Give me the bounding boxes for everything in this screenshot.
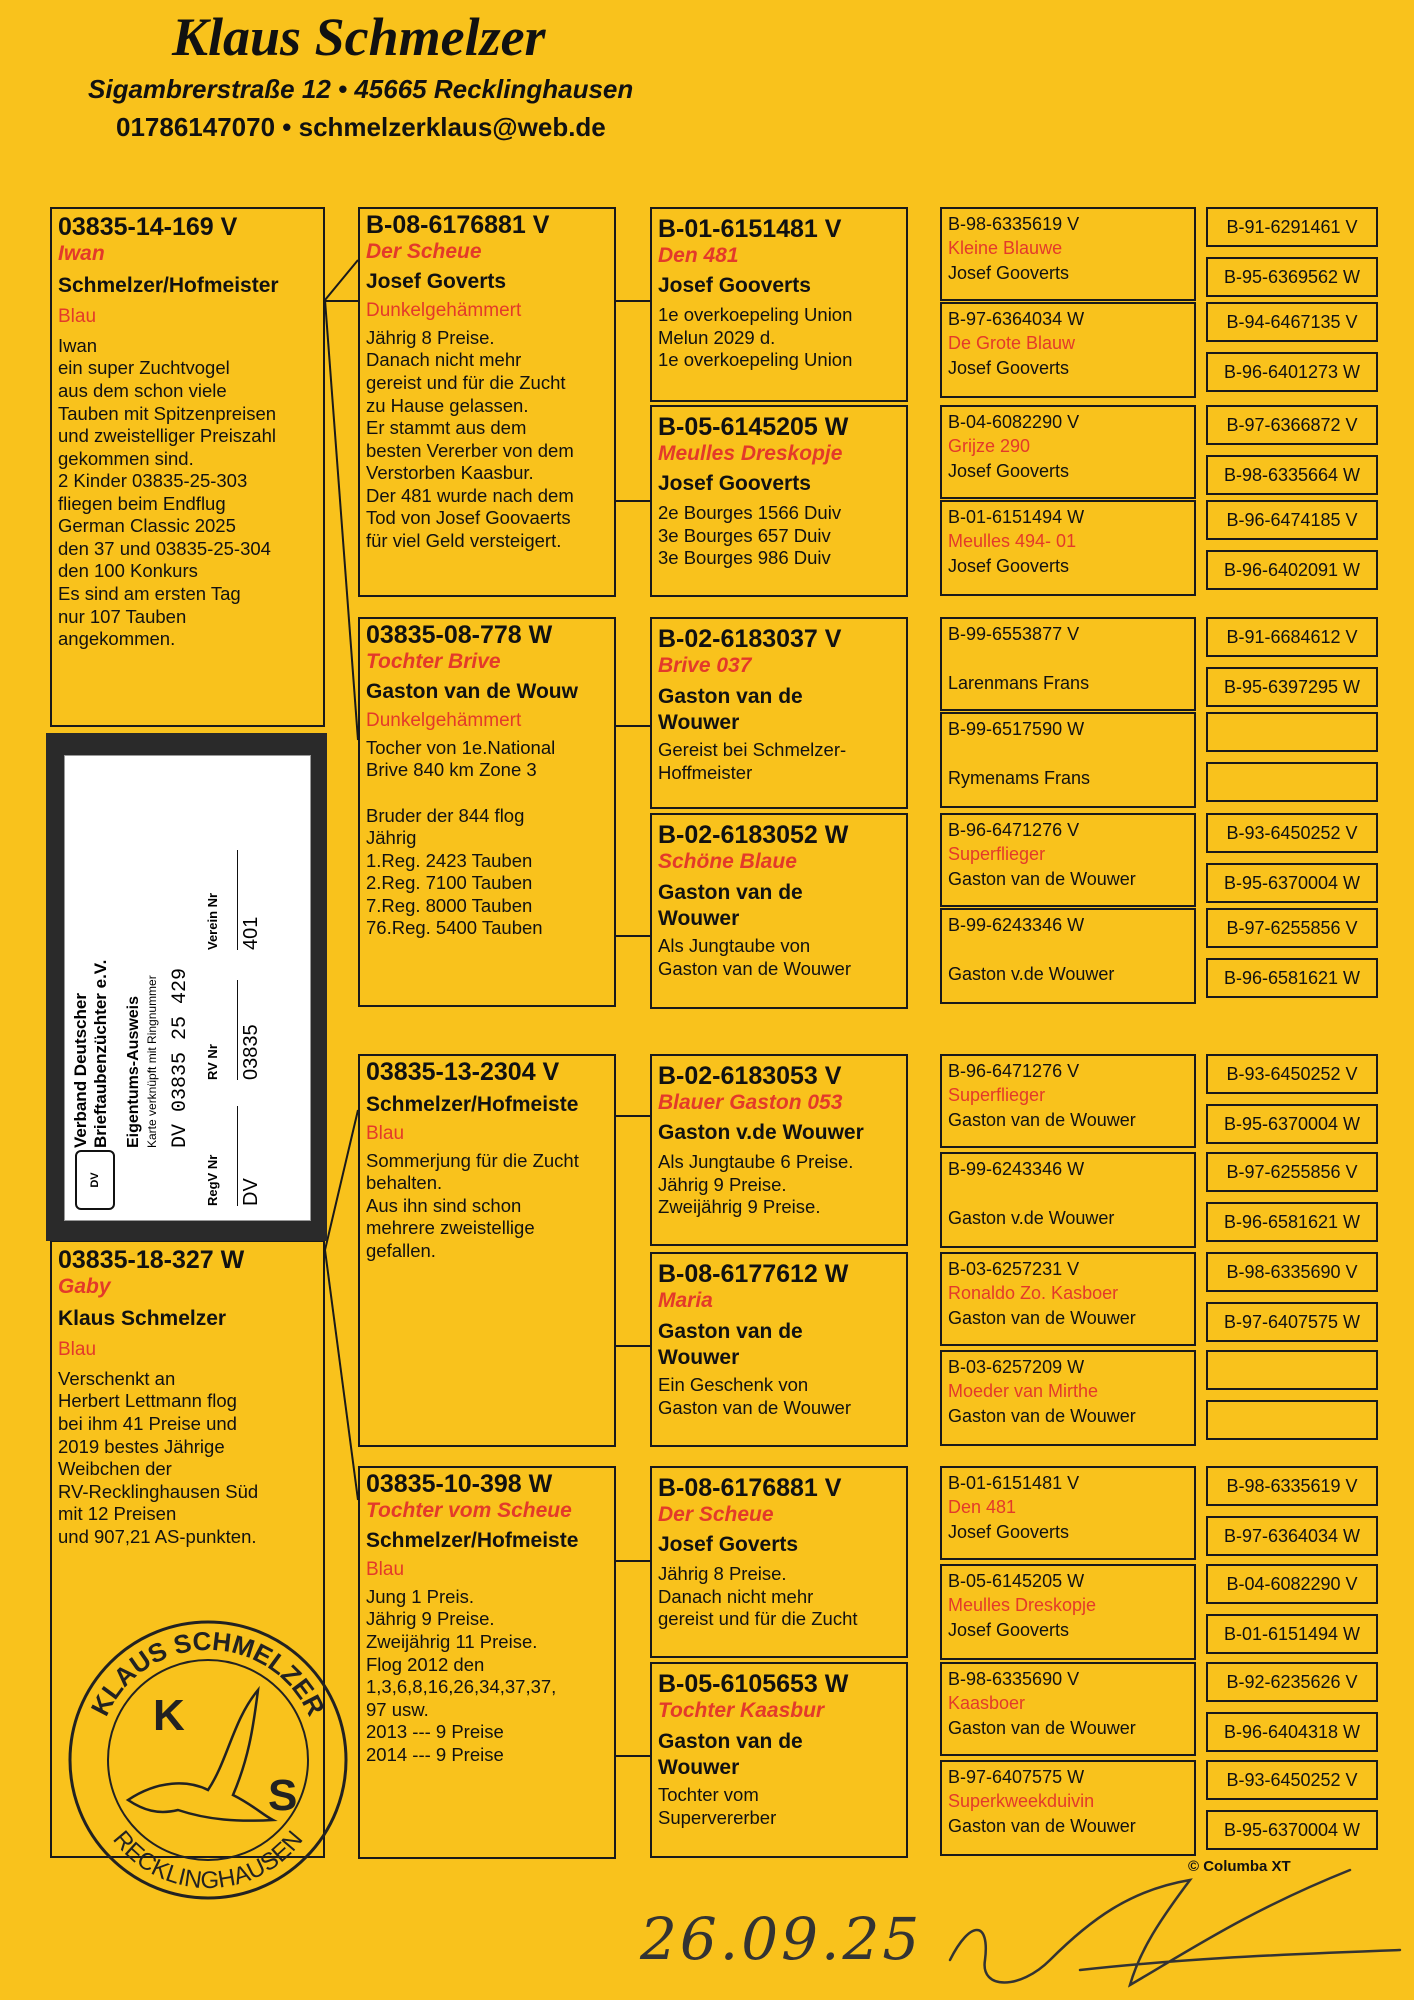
pigeon-name: De Grote Blauw — [948, 333, 1076, 353]
generation-four-box: B-98-6335664 W — [1206, 455, 1378, 495]
description: Verschenkt an Herbert Lettmann flog bei ihm 41 Preise und 2019 bestes Jährige Weibchen der RV-Recklinghausen Süd mit 12 Preisen und 907,21 AS-punkten. — [58, 1367, 259, 1547]
breeder: Gaston v.de Wouwer — [948, 964, 1115, 984]
pigeon-name: Gaby — [58, 1274, 111, 1298]
pigeon-name: Meulles Dreskopje — [658, 441, 843, 465]
ring-number: B-98-6335619 V — [948, 214, 1080, 234]
breeder: Rymenams Frans — [948, 768, 1091, 788]
breeder: Josef Gooverts — [948, 1620, 1070, 1640]
ring-number: 03835-10-398 W — [366, 1470, 553, 1498]
ring-number: B-97-6407575 W — [948, 1767, 1085, 1787]
ring-number: B-01-6151494 W — [948, 507, 1085, 527]
generation-four-box: B-96-6581621 W — [1206, 958, 1378, 998]
breeder: Gaston van de Wouwer — [658, 1319, 803, 1369]
org-line-1: Verband Deutscher — [71, 993, 90, 1148]
id-card-ring-number: DV 03835 25 429 — [169, 967, 192, 1148]
generation-four-box: B-97-6255856 V — [1206, 908, 1378, 948]
breeder: Gaston van de Wouwer — [658, 684, 803, 734]
ring-number: 03835-18-327 W — [58, 1246, 245, 1274]
stamp-letter-left: K — [153, 1691, 185, 1740]
ring-number: B-08-6177612 W — [658, 1260, 849, 1288]
ring-number: 03835-14-169 V — [58, 213, 238, 241]
breeder: Josef Goverts — [366, 269, 507, 293]
generation-four-box: B-98-6335619 V — [1206, 1466, 1378, 1506]
ring-number: 03835-08-778 W — [366, 621, 553, 649]
pigeon-name: Maria — [658, 1288, 713, 1312]
ring-number: B-03-6257209 W — [948, 1357, 1085, 1377]
stamp-graphic — [58, 1610, 358, 1910]
org-line-2: Brieftaubenzüchter e.V. — [91, 959, 110, 1148]
description: Jung 1 Preis. Jährig 9 Preise. Zweijährig 11 Preise. Flog 2012 den 1,3,6,8,16,26,34,37,37, 97 usw. 2013 --- 9 Preise 2014 --- 9 Preise — [366, 1585, 557, 1765]
pigeon-name: Meulles Dreskopje — [948, 1595, 1097, 1615]
breeder: Schmelzer/Hofmeister — [58, 273, 279, 297]
breeder: Gaston van de Wouwer — [948, 1406, 1136, 1426]
description: Als Jungtaube 6 Preise. Jährig 9 Preise. Zweijährig 9 Preise. — [658, 1151, 854, 1218]
pigeon-name: Kaasboer — [948, 1693, 1026, 1713]
handwritten-date: 26.09.25 — [640, 1905, 923, 1973]
rv-label: RV Nr — [205, 1044, 220, 1080]
pigeon-name: Superflieger — [948, 844, 1046, 864]
generation-four-box: B-93-6450252 V — [1206, 813, 1378, 853]
generation-four-box: B-96-6474185 V — [1206, 500, 1378, 540]
breeder-address: Sigambrerstraße 12 • 45665 Recklinghausen — [88, 74, 634, 104]
stamp-bottom-text: RECKLINGHAUSEN — [107, 1825, 309, 1895]
color: Blau — [366, 1559, 405, 1581]
color: Blau — [58, 306, 97, 328]
color: Dunkelgehämmert — [366, 300, 522, 322]
pigeon-name: Den 481 — [658, 243, 739, 267]
ring-number: B-05-6145205 W — [948, 1571, 1085, 1591]
generation-four-box: B-01-6151494 W — [1206, 1614, 1378, 1654]
generation-four-box: B-95-6369562 W — [1206, 257, 1378, 297]
generation-four-box: B-96-6401273 W — [1206, 352, 1378, 392]
verein-value: 401 — [237, 850, 263, 950]
description: Jährig 8 Preise. Danach nicht mehr gereist und für die Zucht zu Hause gelassen. Er stammt aus dem besten Vererber von dem Verstorben Kaasbur. Der 481 wurde nach dem Tod von Josef Goovaerts für viel Geld versteigert. — [366, 326, 574, 551]
pigeon-name: Superflieger — [948, 1085, 1046, 1105]
pigeon-name: Tochter Brive — [366, 649, 501, 673]
pigeon-name: Der Scheue — [366, 239, 482, 263]
generation-four-box: B-97-6407575 W — [1206, 1302, 1378, 1342]
ring-number: B-05-6105653 W — [658, 1670, 849, 1698]
ring-number: B-96-6471276 V — [948, 1061, 1080, 1081]
ring-number: B-05-6145205 W — [658, 413, 849, 441]
breeder-stamp — [58, 1610, 358, 1910]
breeder: Gaston van de Wouwer — [658, 880, 803, 930]
copyright: © Columba XT — [1188, 1858, 1291, 1875]
generation-four-box: B-95-6370004 W — [1206, 1104, 1378, 1144]
breeder: Gaston v.de Wouwer — [948, 1208, 1115, 1228]
pigeon-name: Grijze 290 — [948, 436, 1031, 456]
pigeon-name: Schöne Blaue — [658, 849, 797, 873]
ring-number: B-96-6471276 V — [948, 820, 1080, 840]
pigeon-name: Ronaldo Zo. Kasboer — [948, 1283, 1119, 1303]
ring-number: B-01-6151481 V — [658, 215, 842, 243]
description: 1e overkoepeling Union Melun 2029 d. 1e overkoepeling Union — [658, 304, 853, 371]
breeder: Gaston van de Wouwer — [948, 1816, 1136, 1836]
breeder-contact: 01786147070 • schmelzerklaus@web.de — [116, 112, 606, 142]
description: Ein Geschenk von Gaston van de Wouwer — [658, 1374, 851, 1418]
color: Dunkelgehämmert — [366, 710, 522, 732]
breeder: Josef Gooverts — [658, 273, 811, 297]
breeder: Gaston van de Wouwer — [948, 1718, 1136, 1738]
pigeon-name: Der Scheue — [658, 1502, 774, 1526]
breeder: Josef Goverts — [658, 1532, 799, 1556]
generation-four-box: B-97-6364034 W — [1206, 1516, 1378, 1556]
breeder: Josef Gooverts — [948, 263, 1070, 283]
id-card-inner — [64, 755, 311, 1221]
ring-number: B-99-6243346 W — [948, 915, 1085, 935]
ring-number: B-02-6183052 W — [658, 821, 849, 849]
generation-four-box: B-93-6450252 V — [1206, 1054, 1378, 1094]
breeder: Schmelzer/Hofmeiste — [366, 1092, 579, 1116]
verein-label: Verein Nr — [205, 892, 220, 950]
ring-number: B-99-6243346 W — [948, 1159, 1085, 1179]
generation-four-box: B-91-6291461 V — [1206, 207, 1378, 247]
generation-four-box: B-04-6082290 V — [1206, 1564, 1378, 1604]
description: Sommerjung für die Zucht behalten. Aus ihn sind schon mehrere zweistellige gefallen. — [366, 1149, 579, 1261]
pigeon-name: Tochter Kaasbur — [658, 1698, 825, 1722]
color: Blau — [366, 1122, 405, 1144]
description: Tocher von 1e.National Brive 840 km Zone 3 Bruder der 844 flog Jährig 1.Reg. 2423 Tauben 2.Reg. 7100 Tauben 7.Reg. 8000 Tauben 76.Reg. 5400 Tauben — [366, 736, 556, 939]
breeder: Josef Gooverts — [948, 461, 1070, 481]
generation-four-box: B-95-6370004 W — [1206, 1810, 1378, 1850]
breeder-name: Klaus Schmelzer — [172, 7, 546, 67]
ring-number: B-04-6082290 V — [948, 412, 1080, 432]
svg-text:KLAUS SCHMELZER — [85, 1626, 332, 1721]
stamp-top-text: KLAUS SCHMELZER — [84, 1625, 332, 1721]
ring-number: B-08-6176881 V — [658, 1474, 842, 1502]
generation-four-box: B-95-6397295 W — [1206, 667, 1378, 707]
breeder: Gaston v.de Wouwer — [658, 1120, 864, 1144]
dove-icon — [128, 1690, 273, 1821]
generation-four-box: B-96-6404318 W — [1206, 1712, 1378, 1752]
pigeon-name: Tochter vom Scheue — [366, 1498, 572, 1522]
generation-four-box: B-96-6402091 W — [1206, 550, 1378, 590]
description: 2e Bourges 1566 Duiv 3e Bourges 657 Duiv 3e Bourges 986 Duiv — [658, 502, 842, 569]
generation-four-box: B-98-6335690 V — [1206, 1252, 1378, 1292]
breeder: Gaston van de Wouwer — [658, 1729, 803, 1779]
rv-value: 03835 — [237, 980, 263, 1080]
breeder: Gaston van de Wouwer — [948, 869, 1136, 889]
ring-number: B-99-6517590 W — [948, 719, 1085, 739]
description: Tochter vom Supervererber — [658, 1784, 777, 1828]
breeder: Gaston van de Wouw — [366, 679, 578, 703]
description: Als Jungtaube von Gaston van de Wouwer — [658, 935, 851, 979]
generation-four-box: B-91-6684612 V — [1206, 617, 1378, 657]
ring-number: B-98-6335690 V — [948, 1669, 1080, 1689]
vdb-logo-icon: DV — [75, 1150, 115, 1210]
breeder: Gaston van de Wouwer — [948, 1308, 1136, 1328]
generation-four-box: B-97-6255856 V — [1206, 1152, 1378, 1192]
ring-number: B-01-6151481 V — [948, 1473, 1080, 1493]
pigeon-name: Superkweekduivin — [948, 1791, 1095, 1811]
breeder: Larenmans Frans — [948, 673, 1090, 693]
generation-four-box: B-93-6450252 V — [1206, 1760, 1378, 1800]
breeder: Schmelzer/Hofmeiste — [366, 1528, 579, 1552]
breeder: Josef Gooverts — [658, 471, 811, 495]
pigeon-name: Iwan — [58, 241, 105, 265]
pigeon-name: Moeder van Mirthe — [948, 1381, 1099, 1401]
generation-four-box: B-97-6366872 V — [1206, 405, 1378, 445]
breeder: Josef Gooverts — [948, 556, 1070, 576]
ring-number: B-03-6257231 V — [948, 1259, 1080, 1279]
id-card-rotated — [65, 756, 310, 1220]
pigeon-name: Kleine Blauwe — [948, 238, 1063, 258]
pigeon-name: Meulles 494- 01 — [948, 531, 1077, 551]
ring-number: 03835-13-2304 V — [366, 1058, 560, 1086]
description: Iwan ein super Zuchtvogel aus dem schon viele Tauben mit Spitzenpreisen und zweistelliger Preiszahl gekommen sind. 2 Kinder 03835-25-303 fliegen beim Endflug German Classic 2025 den 37 und 03835-25-304 den 100 Konkurs Es sind am ersten Tag nur 107 Tauben angekommen. — [58, 334, 277, 650]
ring-number: B-02-6183037 V — [658, 625, 842, 653]
signature — [930, 1810, 1410, 2000]
generation-four-box: B-92-6235626 V — [1206, 1662, 1378, 1702]
breeder: Josef Gooverts — [948, 358, 1070, 378]
generation-four-box: B-94-6467135 V — [1206, 302, 1378, 342]
description: Jährig 8 Preise. Danach nicht mehr gereist und für die Zucht — [658, 1563, 858, 1630]
pigeon-name: Blauer Gaston 053 — [658, 1090, 843, 1114]
regv-label: RegV Nr — [205, 1154, 220, 1206]
generation-four-box: B-95-6370004 W — [1206, 863, 1378, 903]
pigeon-name: Den 481 — [948, 1497, 1017, 1517]
id-card-title: Eigentums-Ausweis — [125, 995, 142, 1148]
color: Blau — [58, 1339, 97, 1361]
generation-four-box: B-96-6581621 W — [1206, 1202, 1378, 1242]
ring-number: B-02-6183053 V — [658, 1062, 842, 1090]
id-card-subtitle: Karte verknüpft mit Ringnummer — [145, 975, 159, 1148]
ring-number: B-99-6553877 V — [948, 624, 1080, 644]
pigeon-name: Brive 037 — [658, 653, 752, 677]
ownership-id-card — [46, 733, 327, 1241]
description: Gereist bei Schmelzer- Hoffmeister — [658, 739, 847, 783]
stamp-letter-right: S — [268, 1771, 298, 1820]
breeder: Gaston van de Wouwer — [948, 1110, 1136, 1130]
breeder: Klaus Schmelzer — [58, 1306, 227, 1330]
ring-number: B-97-6364034 W — [948, 309, 1085, 329]
breeder: Josef Gooverts — [948, 1522, 1070, 1542]
regv-value: DV — [237, 1106, 263, 1206]
ring-number: B-08-6176881 V — [366, 211, 550, 239]
